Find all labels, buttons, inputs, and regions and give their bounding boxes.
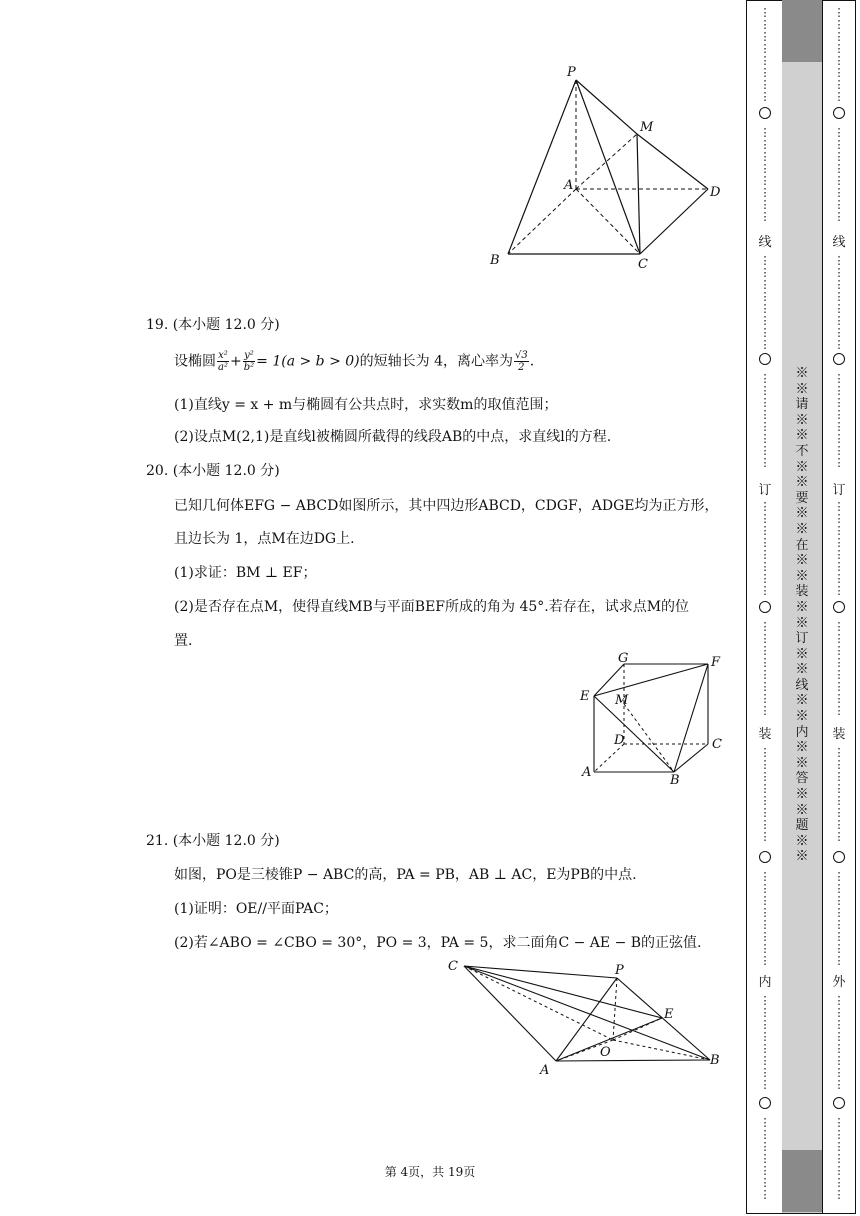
problem-19-part2: (2)设点M(2,1)是直线l被椭圆所截得的线段AB的中点，求直线l的方程. (174, 429, 612, 445)
problem-21-part1: (1)证明：OE//平面PAC； (174, 901, 338, 917)
label-D: D (710, 185, 721, 200)
page-number: 第 4页，共 19页 (384, 1165, 476, 1179)
binding-char-nei: 内 (758, 975, 772, 990)
binding-dark-block-top (782, 0, 822, 62)
tetrahedron-figure (440, 954, 730, 1079)
eccentricity-fraction: $\frac{√3}{2}$ (515, 350, 528, 373)
label-A: A (540, 1063, 550, 1078)
x-fraction: $\frac{\text{x²}}{\text{a²}}$ (218, 350, 228, 373)
binding-inner-char-xian: 线 (832, 235, 846, 250)
binding-inner-char-ding: 订 (832, 483, 846, 498)
label-M: M (640, 120, 654, 135)
label-M: M (615, 693, 629, 708)
binding-inner-char-wai: 外 (832, 975, 846, 990)
problem-19-intro (174, 350, 534, 373)
problem-20-line1: 已知几何体EFG − ABCD如图所示，其中四边形ABCD，CDGF，ADGE均为正方形， (174, 498, 719, 514)
problem-21-header: 21. (本小题 12.0 分) (146, 833, 280, 849)
label-A: A (564, 178, 574, 193)
label-B: B (490, 253, 500, 268)
problem-20-header: 20. (本小题 12.0 分) (146, 463, 280, 479)
binding-char-ding: 订 (758, 483, 772, 498)
pyramid-figure (480, 58, 730, 278)
label-C: C (638, 257, 648, 272)
solid-figure (572, 652, 732, 792)
binding-dark-block-bottom (782, 1150, 822, 1212)
label-B: B (710, 1053, 720, 1068)
binding-char-zhuang: 装 (758, 727, 772, 742)
label-E: E (580, 689, 590, 704)
label-B: B (670, 773, 680, 788)
problem-20-part2b: 置. (174, 633, 193, 649)
intro-middle: 的短轴长为 4，离心率为 (359, 353, 513, 370)
plus-sign: + (229, 353, 242, 370)
intro-end: . (529, 353, 535, 370)
label-A: A (582, 765, 592, 780)
y-fraction: $\frac{\text{y²}}{\text{b²}}$ (243, 350, 255, 373)
problem-20-part2a: (2)是否存在点M，使得直线MB与平面BEF所成的角为 45°.若存在，试求点M的位 (174, 599, 690, 615)
label-G: G (618, 652, 629, 666)
binding-notice: ※※请※※不※※要※※在※※装※※订※※线※※内※※答※※题※※ (795, 366, 809, 865)
problem-21-part2: (2)若∠ABO = ∠CBO = 30°，PO = 3，PA = 5，求二面角C − AE − B的正弦值. (174, 935, 702, 951)
binding-char-xian: 线 (758, 235, 772, 250)
problem-20-part1: (1)求证：BM ⊥ EF； (174, 565, 317, 581)
intro-prefix: 设椭圆 (174, 353, 216, 370)
label-E: E (664, 1007, 674, 1022)
ellipse-equation: = 1(a > b > 0) (256, 353, 360, 370)
binding-inner-char-zhuang: 装 (832, 727, 846, 742)
label-P: P (567, 65, 576, 80)
label-C: C (448, 959, 458, 974)
problem-19-part1: (1)直线y = x + m与椭圆有公共点时，求实数m的取值范围； (174, 397, 558, 413)
label-P: P (615, 963, 624, 978)
problem-20-line2: 且边长为 1，点M在边DG上. (174, 531, 355, 547)
label-C: C (712, 737, 722, 752)
label-O: O (600, 1045, 611, 1060)
label-F: F (711, 655, 721, 670)
problem-21-line1: 如图，PO是三棱锥P − ABC的高，PA = PB，AB ⊥ AC，E为PB的中点. (174, 867, 637, 883)
binding-strip-inner: ⋮ ⋮ ⋮ ⋮ ⋮ ⋮ ⋮ ⋮ ⋮ ⋮ ⋮ ⋮ ⋮ ⋮ ⋮ ⋮ 线 ⋮ ⋮ ⋮ ⋮ ⋮ ⋮ ⋮ ⋮ ⋮ ⋮ ⋮ ⋮ ⋮ ⋮ ⋮ ⋮ 订 ⋮ ⋮ ⋮ ⋮ ⋮ ⋮ ⋮ ⋮ ⋮ ⋮ ⋮ ⋮ ⋮ ⋮ ⋮ ⋮ 装 ⋮ ⋮ ⋮ ⋮ ⋮ ⋮ ⋮ ⋮ ⋮ ⋮ ⋮ ⋮ ⋮ ⋮ ⋮ ⋮ 外 ⋮ ⋮ ⋮ ⋮ ⋮ ⋮ ⋮ ⋮ ⋮ ⋮ ⋮ ⋮ ⋮ ⋮ ⋮ (822, 0, 856, 1214)
label-D: D (614, 733, 625, 748)
binding-strip-outer: ⋮ ⋮ ⋮ ⋮ ⋮ ⋮ ⋮ ⋮ ⋮ ⋮ ⋮ ⋮ ⋮ ⋮ ⋮ ⋮ 线 ⋮ ⋮ ⋮ ⋮ ⋮ ⋮ ⋮ ⋮ ⋮ ⋮ ⋮ ⋮ ⋮ ⋮ ⋮ ⋮ 订 ⋮ ⋮ ⋮ ⋮ ⋮ ⋮ ⋮ ⋮ ⋮ ⋮ ⋮ ⋮ ⋮ ⋮ ⋮ ⋮ 装 ⋮ ⋮ ⋮ ⋮ ⋮ ⋮ ⋮ ⋮ ⋮ ⋮ ⋮ ⋮ ⋮ ⋮ ⋮ ⋮ 内 ⋮ ⋮ ⋮ ⋮ ⋮ ⋮ ⋮ ⋮ ⋮ ⋮ ⋮ ⋮ ⋮ ⋮ ⋮ (746, 0, 784, 1214)
problem-19-header: 19. (本小题 12.0 分) (146, 317, 280, 333)
